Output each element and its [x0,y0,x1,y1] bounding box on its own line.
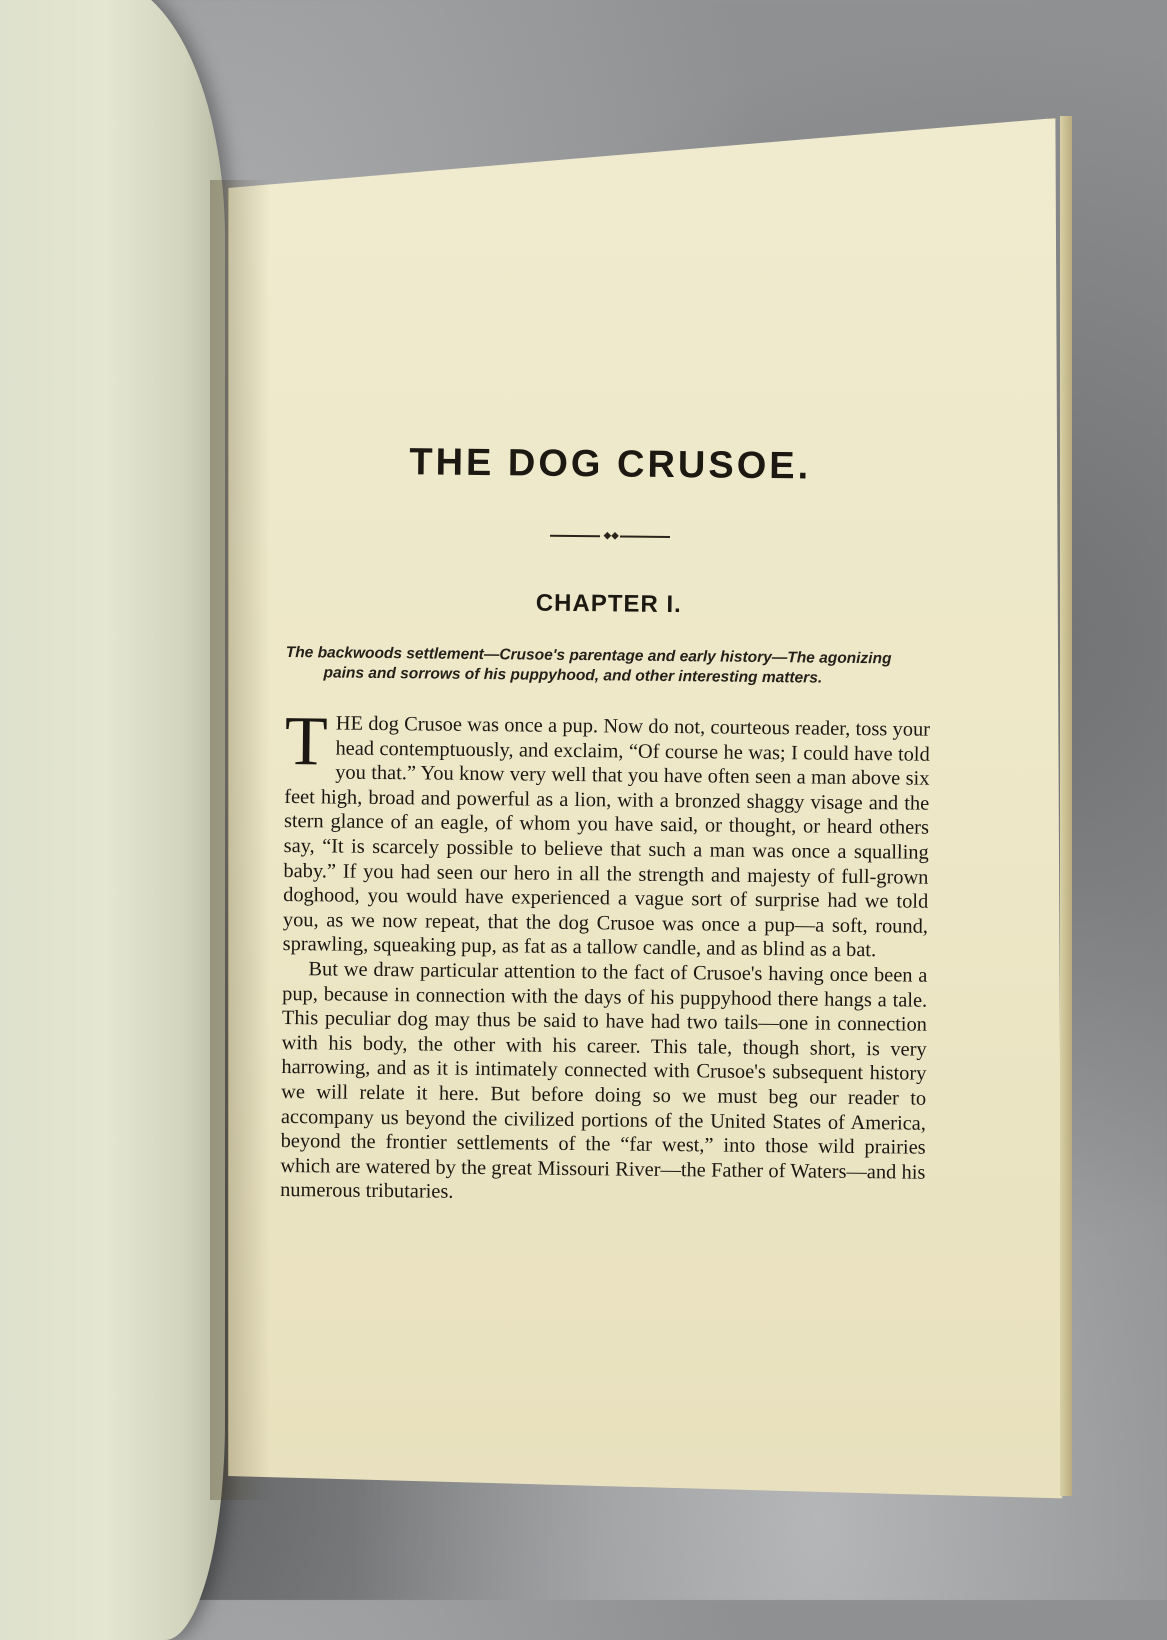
book-title: THE DOG CRUSOE. [409,441,812,488]
title-ornament [549,530,669,543]
chapter-heading: CHAPTER I. [535,589,682,619]
paragraph-1 [282,702,931,964]
chapter-summary: The backwoods settlement—Crusoe's parentage and early history—The agonizing pains and sorrows of his puppyhood, and other interesting matters. [285,643,892,687]
ornament-line-right [619,535,669,538]
paragraph-1-text: HE dog Crusoe was once a pup. Now do not, courteous reader, toss your head contemptuously, and exclaim, “Of course he was; I could have told you that.” You know very well that you have often seen a man above six feet high, broad and powerful as a lion, with a bronzed shaggy visage and the stern glance of an eagle, of whom you have said, or thought, or heard others say, “It is scarcely possible to believe that such a man was once a squalling baby.” If you had seen our hero in all the strength and majesty of full-grown doghood, you would have experienced a vague sort of surprise had we told you, as we now repeat, that the dog Crusoe was once a pup—a soft, round, sprawling, squeaking pup, as fat as a tallow candle, and as blind as a bat. [282,712,931,962]
left-page [0,0,225,1640]
drop-cap: T [284,702,329,781]
page-content [280,440,933,1210]
paragraph-2: But we draw particular attention to the fact of Crusoe's having once been a pup, because in connection with the days of his puppyhood there hangs a tale. This peculiar dog may thus be said to have had two tails—one in connection with his body, the other with his career. This tale, though short, is very harrowing, and as it is intimately connected with Crusoe's subsequent history we will relate it here. But before doing so we must beg our reader to accompany us beyond the civilized portions of the United States of America, beyond the frontier settlements of the “far west,” into those wild prairies which are watered by the great Missouri River—the Father of Waters—and his numerous tributaries. [280,958,928,1204]
page-edge [1060,116,1072,1496]
ornament-line-left [550,535,600,538]
ornament-diamond: ◆◆ [603,530,619,542]
spine-shadow [210,180,270,1500]
chapter-body [280,702,931,1210]
